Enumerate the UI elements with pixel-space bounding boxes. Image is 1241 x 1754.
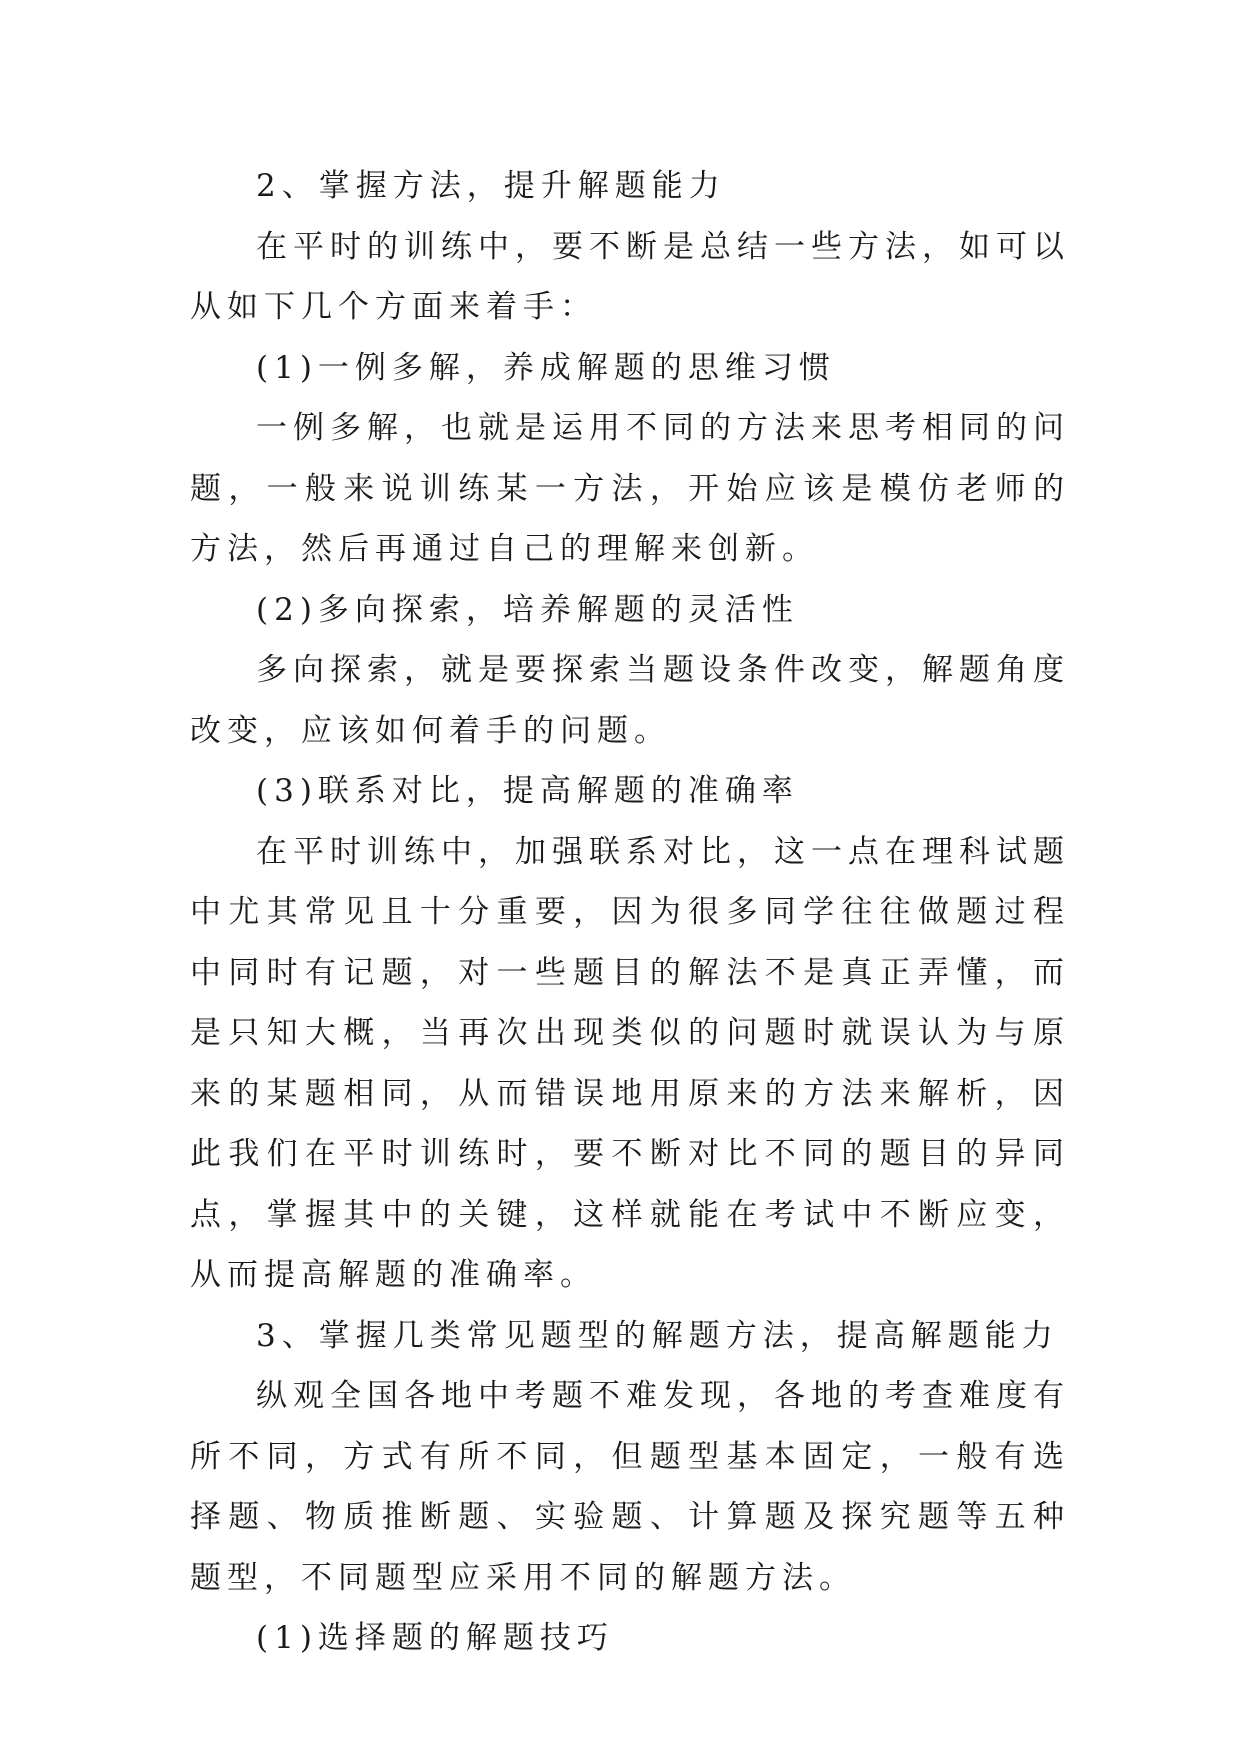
body-paragraph: 纵观全国各地中考题不难发现，各地的考查难度有所不同，方式有所不同，但题型基本固定，一般有选择题、物质推断题、实验题、计算题及探究题等五种题型，不同题型应采用不同的解题方法。: [190, 1378, 1070, 1596]
section-heading: 2、掌握方法，提升解题能力: [256, 168, 726, 204]
body-paragraph: 在平时的训练中，要不断是总结一些方法，如可以从如下几个方面来着手：: [190, 228, 1070, 325]
subsection-heading: (3)联系对比，提高解题的准确率: [256, 773, 799, 809]
subsection-heading: (2)多向探索，培养解题的灵活性: [256, 591, 799, 628]
body-paragraph: 多向探索，就是要探索当题设条件改变，解题角度改变，应该如何着手的问题。: [190, 652, 1070, 749]
document-body: [190, 156, 1070, 1669]
subsection-heading: (1)一例多解，养成解题的思维习惯: [256, 349, 836, 386]
body-paragraph: 一例多解，也就是运用不同的方法来思考相同的问题，一般来说训练某一方法，开始应该是模仿老师的方法，然后再通过自己的理解来创新。: [190, 410, 1070, 567]
body-paragraph: 在平时训练中，加强联系对比，这一点在理科试题中尤其常见且十分重要，因为很多同学往往做题过程中同时有记题，对一些题目的解法不是真正弄懂，而是只知大概，当再次出现类似的问题时就误认为与原来的某题相同，从而错误地用原来的方法来解析，因此我们在平时训练时，要不断对比不同的题目的异同点，掌握其中的关键，这样就能在考试中不断应变，从而提高解题的准确率。: [190, 833, 1070, 1293]
section-heading: 3、掌握几类常见题型的解题方法，提高解题能力: [256, 1317, 1059, 1354]
subsection-heading: (1)选择题的解题技巧: [256, 1620, 614, 1656]
